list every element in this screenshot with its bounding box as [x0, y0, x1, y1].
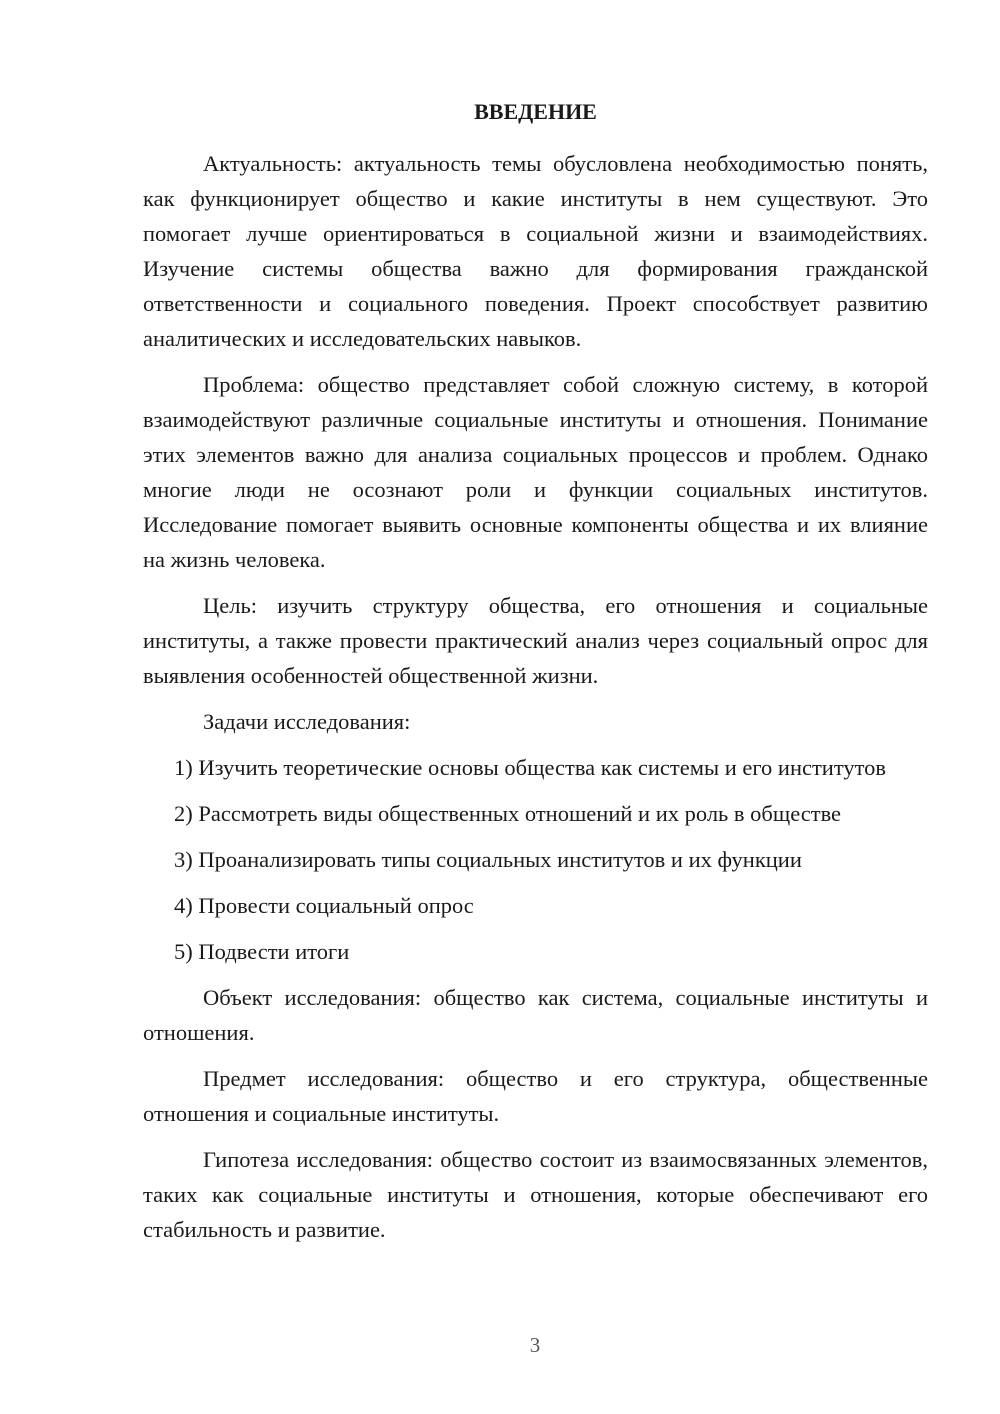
paragraph-hypothesis: Гипотеза исследования: общество состоит из взаимосвязанных элементов, таких как социальные институты и отношения, которые обеспечивают его стабильность и развитие. [143, 1147, 928, 1242]
page-title: ВВЕДЕНИЕ [474, 99, 597, 124]
document-page [143, 94, 928, 1258]
paragraph-goal: Цель: изучить структуру общества, его отношения и социальные институты, а также провести практический анализ через социальный опрос для выявления особенностей общественной жизни. [143, 593, 928, 688]
task-item-4: 4) Провести социальный опрос [174, 893, 474, 918]
task-item-1: 1) Изучить теоретические основы общества как системы и его институтов [174, 755, 887, 780]
task-item-3: 3) Проанализировать типы социальных институтов и их функции [174, 847, 802, 872]
paragraph-subject: Предмет исследования: общество и его структура, общественные отношения и социальные институты. [143, 1066, 928, 1126]
paragraph-relevance: Актуальность: актуальность темы обусловлена необходимостью понять, как функционирует общество и какие институты в нем существуют. Это помогает лучше ориентироваться в социальной жизни и взаимодействиях. Изучение системы общества важно для формирования гражданской ответственности и социального поведения. Проект способствует развитию аналитических и исследовательских навыков. [143, 151, 928, 351]
paragraph-object: Объект исследования: общество как система, социальные институты и отношения. [143, 985, 928, 1045]
paragraph-problem: Проблема: общество представляет собой сложную систему, в которой взаимодействуют различные социальные институты и отношения. Понимание этих элементов важно для анализа социальных процессов и проблем. Однако многие люди не осознают роли и функции социальных институтов. Исследование помогает выявить основные компоненты общества и их влияние на жизнь человека. [143, 372, 928, 572]
task-item-2: 2) Рассмотреть виды общественных отношений и их роль в обществе [174, 801, 842, 826]
page-number: 3 [529, 1333, 541, 1357]
task-item-5: 5) Подвести итоги [174, 939, 350, 964]
tasks-heading: Задачи исследования: [203, 709, 411, 734]
